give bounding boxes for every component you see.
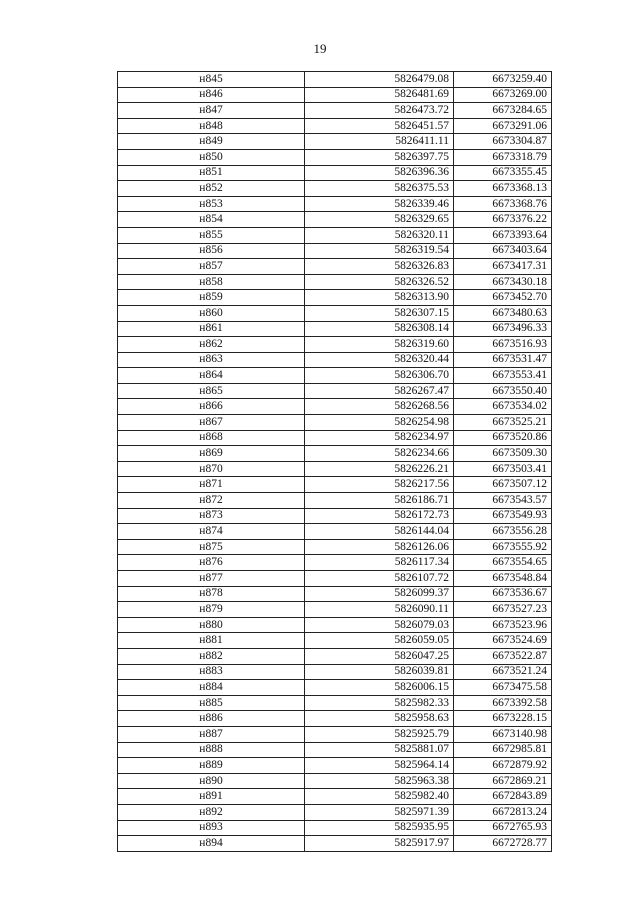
x-coordinate-cell: 5825982.33 (305, 695, 454, 711)
point-name-cell: н891 (118, 789, 305, 805)
point-name-cell: н847 (118, 103, 305, 119)
point-name-cell: н887 (118, 726, 305, 742)
y-coordinate-cell: 6673543.57 (454, 493, 552, 509)
x-coordinate-cell: 5826107.72 (305, 571, 454, 587)
point-name-cell: н864 (118, 368, 305, 384)
y-coordinate-cell: 6673355.45 (454, 165, 552, 181)
point-name-cell: н870 (118, 461, 305, 477)
x-coordinate-cell: 5826144.04 (305, 524, 454, 540)
y-coordinate-cell: 6673521.24 (454, 664, 552, 680)
y-coordinate-cell: 6673368.76 (454, 196, 552, 212)
y-coordinate-cell: 6673525.21 (454, 415, 552, 431)
table-row (118, 648, 552, 664)
x-coordinate-cell: 5826267.47 (305, 383, 454, 399)
table-row (118, 321, 552, 337)
point-name-cell: н863 (118, 352, 305, 368)
x-coordinate-cell: 5826473.72 (305, 103, 454, 119)
table-row (118, 602, 552, 618)
y-coordinate-cell: 6673527.23 (454, 602, 552, 618)
y-coordinate-cell: 6673509.30 (454, 446, 552, 462)
point-name-cell: н892 (118, 804, 305, 820)
x-coordinate-cell: 5826313.90 (305, 290, 454, 306)
x-coordinate-cell: 5826451.57 (305, 118, 454, 134)
x-coordinate-cell: 5826481.69 (305, 87, 454, 103)
y-coordinate-cell: 6673480.63 (454, 305, 552, 321)
table-row (118, 212, 552, 228)
y-coordinate-cell: 6673291.06 (454, 118, 552, 134)
point-name-cell: н858 (118, 274, 305, 290)
x-coordinate-cell: 5826320.44 (305, 352, 454, 368)
x-coordinate-cell: 5826319.54 (305, 243, 454, 259)
x-coordinate-cell: 5826268.56 (305, 399, 454, 415)
table-row (118, 695, 552, 711)
point-name-cell: н885 (118, 695, 305, 711)
y-coordinate-cell: 6672843.89 (454, 789, 552, 805)
y-coordinate-cell: 6673304.87 (454, 134, 552, 150)
y-coordinate-cell: 6673523.96 (454, 617, 552, 633)
y-coordinate-cell: 6673554.65 (454, 555, 552, 571)
table-row (118, 461, 552, 477)
table-row (118, 493, 552, 509)
table-row (118, 165, 552, 181)
table-row (118, 430, 552, 446)
y-coordinate-cell: 6673534.02 (454, 399, 552, 415)
y-coordinate-cell: 6672869.21 (454, 773, 552, 789)
y-coordinate-cell: 6673536.67 (454, 586, 552, 602)
table-row (118, 383, 552, 399)
y-coordinate-cell: 6673524.69 (454, 633, 552, 649)
table-row (118, 555, 552, 571)
table-row (118, 196, 552, 212)
point-name-cell: н884 (118, 680, 305, 696)
point-name-cell: н875 (118, 539, 305, 555)
y-coordinate-cell: 6673548.84 (454, 571, 552, 587)
point-name-cell: н854 (118, 212, 305, 228)
point-name-cell: н867 (118, 415, 305, 431)
table-row (118, 243, 552, 259)
point-name-cell: н860 (118, 305, 305, 321)
point-name-cell: н877 (118, 571, 305, 587)
table-row (118, 134, 552, 150)
point-name-cell: н888 (118, 742, 305, 758)
y-coordinate-cell: 6673318.79 (454, 149, 552, 165)
point-name-cell: н871 (118, 477, 305, 493)
x-coordinate-cell: 5826234.97 (305, 430, 454, 446)
table-row (118, 118, 552, 134)
y-coordinate-cell: 6673555.92 (454, 539, 552, 555)
point-name-cell: н862 (118, 337, 305, 353)
x-coordinate-cell: 5826234.66 (305, 446, 454, 462)
y-coordinate-cell: 6672879.92 (454, 758, 552, 774)
table-row (118, 617, 552, 633)
point-name-cell: н849 (118, 134, 305, 150)
y-coordinate-cell: 6673496.33 (454, 321, 552, 337)
x-coordinate-cell: 5825971.39 (305, 804, 454, 820)
point-name-cell: н851 (118, 165, 305, 181)
point-name-cell: н876 (118, 555, 305, 571)
table-row (118, 415, 552, 431)
point-name-cell: н855 (118, 227, 305, 243)
y-coordinate-cell: 6672813.24 (454, 804, 552, 820)
x-coordinate-cell: 5826217.56 (305, 477, 454, 493)
x-coordinate-cell: 5826329.65 (305, 212, 454, 228)
y-coordinate-cell: 6673520.86 (454, 430, 552, 446)
point-name-cell: н846 (118, 87, 305, 103)
y-coordinate-cell: 6673550.40 (454, 383, 552, 399)
y-coordinate-cell: 6672728.77 (454, 836, 552, 852)
table-row (118, 337, 552, 353)
table-row (118, 758, 552, 774)
y-coordinate-cell: 6673228.15 (454, 711, 552, 727)
point-name-cell: н882 (118, 648, 305, 664)
x-coordinate-cell: 5826039.81 (305, 664, 454, 680)
x-coordinate-cell: 5826306.70 (305, 368, 454, 384)
y-coordinate-cell: 6673556.28 (454, 524, 552, 540)
x-coordinate-cell: 5825935.95 (305, 820, 454, 836)
table-row (118, 571, 552, 587)
point-name-cell: н881 (118, 633, 305, 649)
x-coordinate-cell: 5826319.60 (305, 337, 454, 353)
table-row (118, 633, 552, 649)
y-coordinate-cell: 6673522.87 (454, 648, 552, 664)
y-coordinate-cell: 6673392.58 (454, 695, 552, 711)
point-name-cell: н857 (118, 259, 305, 275)
point-name-cell: н859 (118, 290, 305, 306)
table-row (118, 711, 552, 727)
x-coordinate-cell: 5826099.37 (305, 586, 454, 602)
y-coordinate-cell: 6673452.70 (454, 290, 552, 306)
y-coordinate-cell: 6672765.93 (454, 820, 552, 836)
point-name-cell: н850 (118, 149, 305, 165)
table-row (118, 149, 552, 165)
point-name-cell: н856 (118, 243, 305, 259)
y-coordinate-cell: 6673531.47 (454, 352, 552, 368)
point-name-cell: н868 (118, 430, 305, 446)
point-name-cell: н889 (118, 758, 305, 774)
x-coordinate-cell: 5826307.15 (305, 305, 454, 321)
table-row (118, 352, 552, 368)
table-row (118, 181, 552, 197)
x-coordinate-cell: 5826059.05 (305, 633, 454, 649)
x-coordinate-cell: 5826339.46 (305, 196, 454, 212)
table-row (118, 477, 552, 493)
point-name-cell: н872 (118, 493, 305, 509)
table-row (118, 227, 552, 243)
point-name-cell: н886 (118, 711, 305, 727)
point-name-cell: н874 (118, 524, 305, 540)
x-coordinate-cell: 5826226.21 (305, 461, 454, 477)
x-coordinate-cell: 5825963.38 (305, 773, 454, 789)
table-row (118, 586, 552, 602)
table-row (118, 368, 552, 384)
coordinates-table-body (118, 72, 552, 852)
table-row (118, 664, 552, 680)
y-coordinate-cell: 6673259.40 (454, 72, 552, 88)
y-coordinate-cell: 6673403.64 (454, 243, 552, 259)
y-coordinate-cell: 6673549.93 (454, 508, 552, 524)
y-coordinate-cell: 6673503.41 (454, 461, 552, 477)
point-name-cell: н865 (118, 383, 305, 399)
page-number: 19 (313, 41, 327, 56)
x-coordinate-cell: 5826117.34 (305, 555, 454, 571)
table-row (118, 274, 552, 290)
x-coordinate-cell: 5826172.73 (305, 508, 454, 524)
y-coordinate-cell: 6672985.81 (454, 742, 552, 758)
point-name-cell: н890 (118, 773, 305, 789)
point-name-cell: н873 (118, 508, 305, 524)
point-name-cell: н878 (118, 586, 305, 602)
table-row (118, 680, 552, 696)
x-coordinate-cell: 5825982.40 (305, 789, 454, 805)
table-row (118, 773, 552, 789)
point-name-cell: н894 (118, 836, 305, 852)
x-coordinate-cell: 5826396.36 (305, 165, 454, 181)
point-name-cell: н880 (118, 617, 305, 633)
y-coordinate-cell: 6673284.65 (454, 103, 552, 119)
point-name-cell: н852 (118, 181, 305, 197)
x-coordinate-cell: 5826308.14 (305, 321, 454, 337)
table-row (118, 87, 552, 103)
x-coordinate-cell: 5826254.98 (305, 415, 454, 431)
point-name-cell: н848 (118, 118, 305, 134)
table-row (118, 524, 552, 540)
y-coordinate-cell: 6673417.31 (454, 259, 552, 275)
point-name-cell: н853 (118, 196, 305, 212)
table-row (118, 305, 552, 321)
x-coordinate-cell: 5825917.97 (305, 836, 454, 852)
x-coordinate-cell: 5826006.15 (305, 680, 454, 696)
y-coordinate-cell: 6673393.64 (454, 227, 552, 243)
y-coordinate-cell: 6673553.41 (454, 368, 552, 384)
y-coordinate-cell: 6673368.13 (454, 181, 552, 197)
table-row (118, 820, 552, 836)
point-name-cell: н883 (118, 664, 305, 680)
x-coordinate-cell: 5826320.11 (305, 227, 454, 243)
y-coordinate-cell: 6673516.93 (454, 337, 552, 353)
x-coordinate-cell: 5825964.14 (305, 758, 454, 774)
y-coordinate-cell: 6673475.58 (454, 680, 552, 696)
y-coordinate-cell: 6673430.18 (454, 274, 552, 290)
table-row (118, 726, 552, 742)
x-coordinate-cell: 5825925.79 (305, 726, 454, 742)
x-coordinate-cell: 5826375.53 (305, 181, 454, 197)
y-coordinate-cell: 6673376.22 (454, 212, 552, 228)
table-row (118, 742, 552, 758)
table-row (118, 508, 552, 524)
x-coordinate-cell: 5826047.25 (305, 648, 454, 664)
point-name-cell: н861 (118, 321, 305, 337)
table-row (118, 103, 552, 119)
table-row (118, 259, 552, 275)
table-row (118, 290, 552, 306)
point-name-cell: н879 (118, 602, 305, 618)
table-row (118, 789, 552, 805)
x-coordinate-cell: 5825958.63 (305, 711, 454, 727)
x-coordinate-cell: 5826079.03 (305, 617, 454, 633)
x-coordinate-cell: 5826411.11 (305, 134, 454, 150)
point-name-cell: н866 (118, 399, 305, 415)
x-coordinate-cell: 5826326.83 (305, 259, 454, 275)
point-name-cell: н893 (118, 820, 305, 836)
x-coordinate-cell: 5826479.08 (305, 72, 454, 88)
x-coordinate-cell: 5826186.71 (305, 493, 454, 509)
table-row (118, 804, 552, 820)
point-name-cell: н869 (118, 446, 305, 462)
table-row (118, 539, 552, 555)
x-coordinate-cell: 5826397.75 (305, 149, 454, 165)
table-row (118, 72, 552, 88)
point-name-cell: н845 (118, 72, 305, 88)
x-coordinate-cell: 5826326.52 (305, 274, 454, 290)
coordinates-table (117, 71, 552, 852)
y-coordinate-cell: 6673269.00 (454, 87, 552, 103)
table-row (118, 446, 552, 462)
y-coordinate-cell: 6673507.12 (454, 477, 552, 493)
x-coordinate-cell: 5826090.11 (305, 602, 454, 618)
table-row (118, 836, 552, 852)
x-coordinate-cell: 5825881.07 (305, 742, 454, 758)
y-coordinate-cell: 6673140.98 (454, 726, 552, 742)
table-row (118, 399, 552, 415)
x-coordinate-cell: 5826126.06 (305, 539, 454, 555)
